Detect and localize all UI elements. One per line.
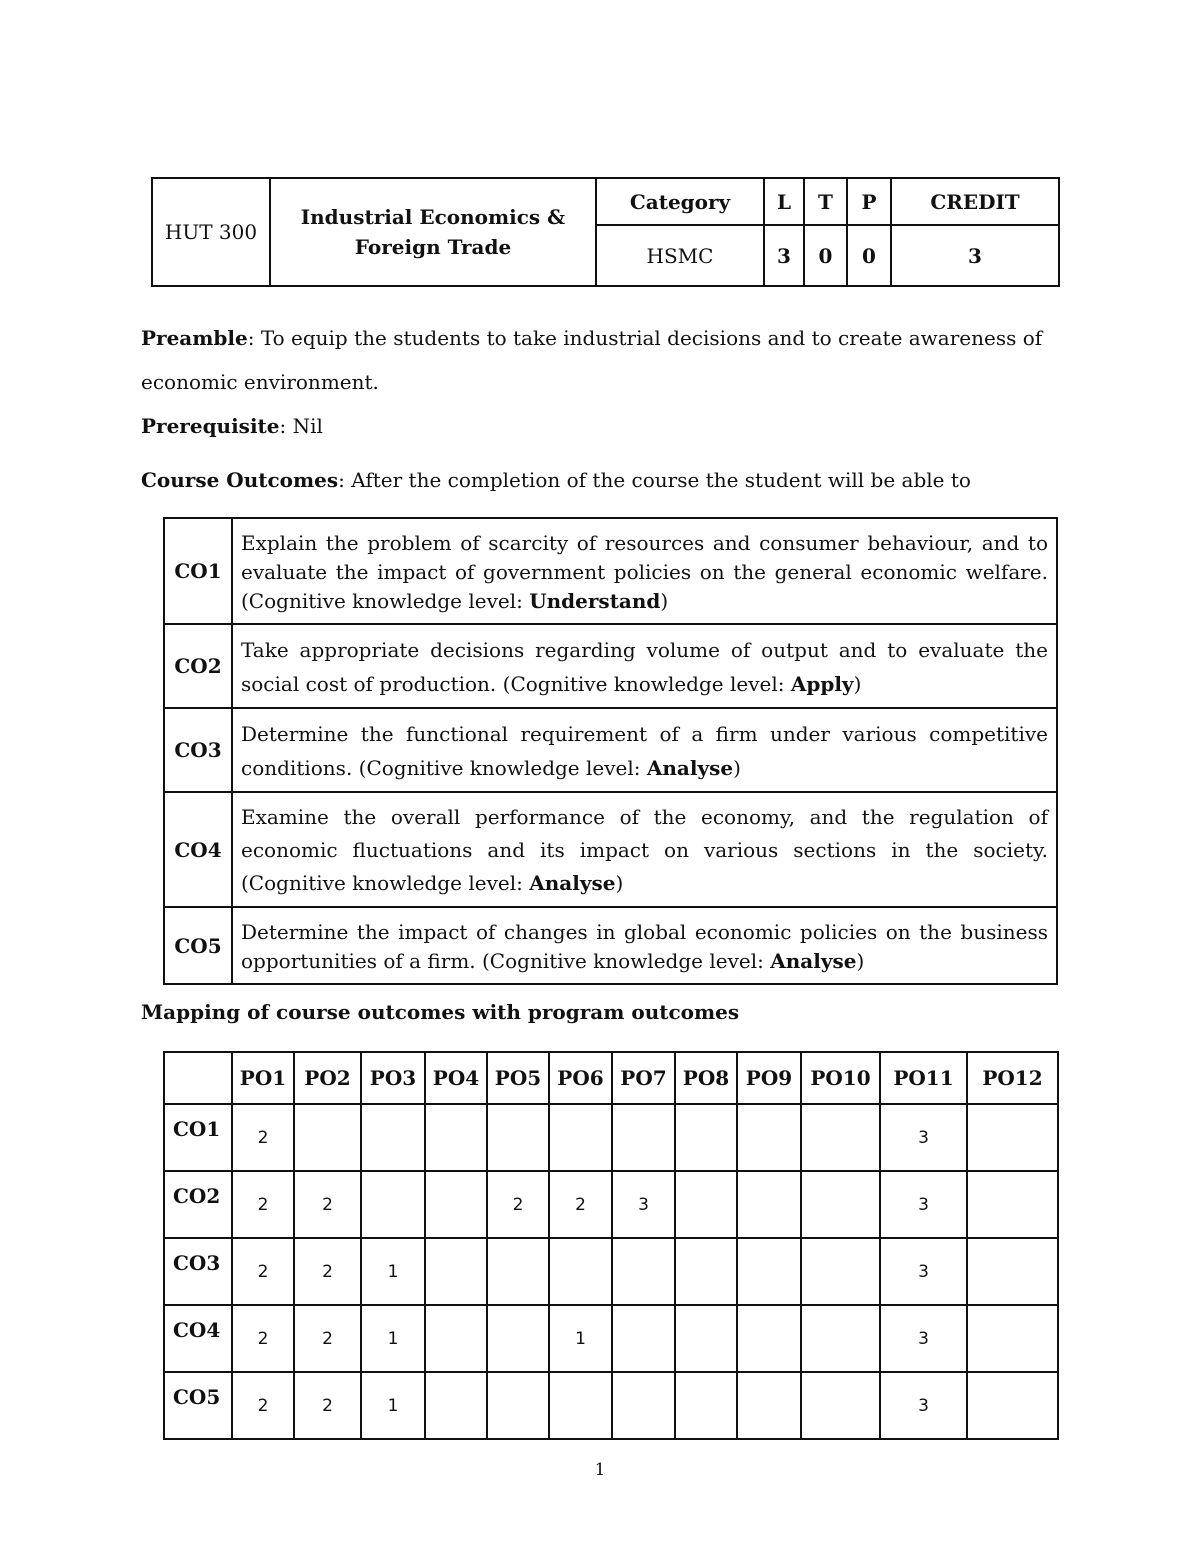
course-title: Industrial Economics & Foreign Trade [270, 178, 596, 286]
page-number: 1 [594, 1460, 606, 1480]
mapping-row [164, 1238, 1058, 1305]
course-outcomes-intro: Course Outcomes: After the completion of the course the student will be able to [141, 468, 971, 492]
mapping-cell [549, 1238, 612, 1305]
mapping-cell [967, 1372, 1058, 1439]
po-column-header: PO12 [967, 1052, 1058, 1104]
co-row [164, 792, 1057, 907]
mapping-cell: 2 [232, 1238, 294, 1305]
mapping-cell: 2 [549, 1171, 612, 1238]
course-header-table [151, 177, 1060, 287]
mapping-cell [612, 1305, 675, 1372]
mapping-cell: 2 [232, 1372, 294, 1439]
mapping-row [164, 1104, 1058, 1171]
mapping-cell: 2 [487, 1171, 549, 1238]
mapping-cell [737, 1238, 801, 1305]
mapping-cell [425, 1372, 487, 1439]
co-description: Examine the overall performance of the economy, and the regulation of economic fluctuations and its impact on various sections in the society. (Cognitive knowledge level: Analyse) [232, 792, 1057, 907]
mapping-corner-cell [164, 1052, 232, 1104]
co-po-mapping-table [163, 1051, 1059, 1440]
mapping-cell [361, 1104, 425, 1171]
category-value: HSMC [596, 225, 764, 286]
po-column-header: PO7 [612, 1052, 675, 1104]
mapping-cell [967, 1305, 1058, 1372]
mapping-row-label: CO3 [164, 1238, 232, 1305]
mapping-cell [675, 1171, 737, 1238]
co-code: CO4 [164, 792, 232, 907]
mapping-cell [549, 1372, 612, 1439]
mapping-cell: 1 [361, 1238, 425, 1305]
mapping-cell [425, 1238, 487, 1305]
l-value: 3 [764, 225, 804, 286]
mapping-cell [801, 1238, 880, 1305]
mapping-cell [425, 1104, 487, 1171]
mapping-cell [737, 1104, 801, 1171]
mapping-cell [737, 1305, 801, 1372]
mapping-cell: 2 [232, 1171, 294, 1238]
mapping-cell: 3 [880, 1372, 967, 1439]
co-row [164, 518, 1057, 624]
co-row [164, 907, 1057, 984]
co-code: CO2 [164, 624, 232, 708]
mapping-row [164, 1305, 1058, 1372]
mapping-cell: 2 [294, 1171, 361, 1238]
mapping-row [164, 1171, 1058, 1238]
mapping-cell [549, 1104, 612, 1171]
po-column-header: PO6 [549, 1052, 612, 1104]
co-description: Determine the functional requirement of a firm under various competitive conditions. (Cognitive knowledge level: Analyse) [232, 708, 1057, 792]
co-row [164, 624, 1057, 708]
mapping-cell [675, 1305, 737, 1372]
co-description: Take appropriate decisions regarding volume of output and to evaluate the social cost of production. (Cognitive knowledge level: Apply) [232, 624, 1057, 708]
mapping-cell [737, 1372, 801, 1439]
mapping-cell [487, 1305, 549, 1372]
mapping-cell [675, 1104, 737, 1171]
mapping-cell [487, 1372, 549, 1439]
mapping-cell [737, 1171, 801, 1238]
po-column-header: PO4 [425, 1052, 487, 1104]
mapping-cell: 3 [880, 1104, 967, 1171]
mapping-body [164, 1104, 1058, 1439]
mapping-cell [675, 1372, 737, 1439]
co-code: CO5 [164, 907, 232, 984]
mapping-cell: 2 [294, 1372, 361, 1439]
po-column-header: PO10 [801, 1052, 880, 1104]
mapping-row-label: CO1 [164, 1104, 232, 1171]
mapping-cell: 2 [232, 1104, 294, 1171]
mapping-cell: 3 [880, 1305, 967, 1372]
co-row [164, 708, 1057, 792]
mapping-cell [801, 1305, 880, 1372]
mapping-heading: Mapping of course outcomes with program outcomes [141, 1000, 740, 1024]
credit-label: CREDIT [891, 178, 1059, 225]
mapping-row [164, 1372, 1058, 1439]
mapping-cell: 1 [549, 1305, 612, 1372]
mapping-cell: 1 [361, 1305, 425, 1372]
mapping-cell [425, 1305, 487, 1372]
mapping-cell [801, 1171, 880, 1238]
preamble: Preamble: To equip the students to take industrial decisions and to create awareness of economic environment. [141, 326, 1043, 394]
mapping-cell [612, 1104, 675, 1171]
mapping-cell [487, 1238, 549, 1305]
po-column-header: PO11 [880, 1052, 967, 1104]
po-column-header: PO8 [675, 1052, 737, 1104]
mapping-cell [675, 1238, 737, 1305]
po-column-header: PO5 [487, 1052, 549, 1104]
co-description: Determine the impact of changes in global economic policies on the business opportunities of a firm. (Cognitive knowledge level: Analyse) [232, 907, 1057, 984]
p-label: P [847, 178, 891, 225]
mapping-cell [801, 1104, 880, 1171]
mapping-cell [612, 1238, 675, 1305]
mapping-cell: 2 [294, 1305, 361, 1372]
mapping-cell: 3 [880, 1238, 967, 1305]
mapping-cell [425, 1171, 487, 1238]
mapping-row-label: CO4 [164, 1305, 232, 1372]
mapping-cell [294, 1104, 361, 1171]
mapping-cell [967, 1238, 1058, 1305]
credit-value: 3 [891, 225, 1059, 286]
co-code: CO3 [164, 708, 232, 792]
mapping-cell [487, 1104, 549, 1171]
mapping-cell [801, 1372, 880, 1439]
category-label: Category [596, 178, 764, 225]
mapping-cell: 3 [880, 1171, 967, 1238]
po-column-header: PO9 [737, 1052, 801, 1104]
mapping-cell [612, 1372, 675, 1439]
mapping-cell [967, 1104, 1058, 1171]
mapping-cell: 2 [232, 1305, 294, 1372]
co-description: Explain the problem of scarcity of resources and consumer behaviour, and to evaluate the impact of government policies on the general economic welfare. (Cognitive knowledge level: Understand) [232, 518, 1057, 624]
po-column-header: PO1 [232, 1052, 294, 1104]
p-value: 0 [847, 225, 891, 286]
mapping-row-label: CO5 [164, 1372, 232, 1439]
course-outcomes-table [163, 517, 1058, 985]
mapping-row-label: CO2 [164, 1171, 232, 1238]
mapping-cell: 1 [361, 1372, 425, 1439]
mapping-header-row [164, 1052, 1058, 1104]
prerequisite: Prerequisite: Nil [141, 414, 323, 438]
mapping-cell [967, 1171, 1058, 1238]
l-label: L [764, 178, 804, 225]
t-label: T [804, 178, 847, 225]
po-column-header: PO3 [361, 1052, 425, 1104]
co-code: CO1 [164, 518, 232, 624]
course-code: HUT 300 [152, 178, 270, 286]
t-value: 0 [804, 225, 847, 286]
mapping-cell: 2 [294, 1238, 361, 1305]
mapping-cell [361, 1171, 425, 1238]
po-column-header: PO2 [294, 1052, 361, 1104]
mapping-cell: 3 [612, 1171, 675, 1238]
